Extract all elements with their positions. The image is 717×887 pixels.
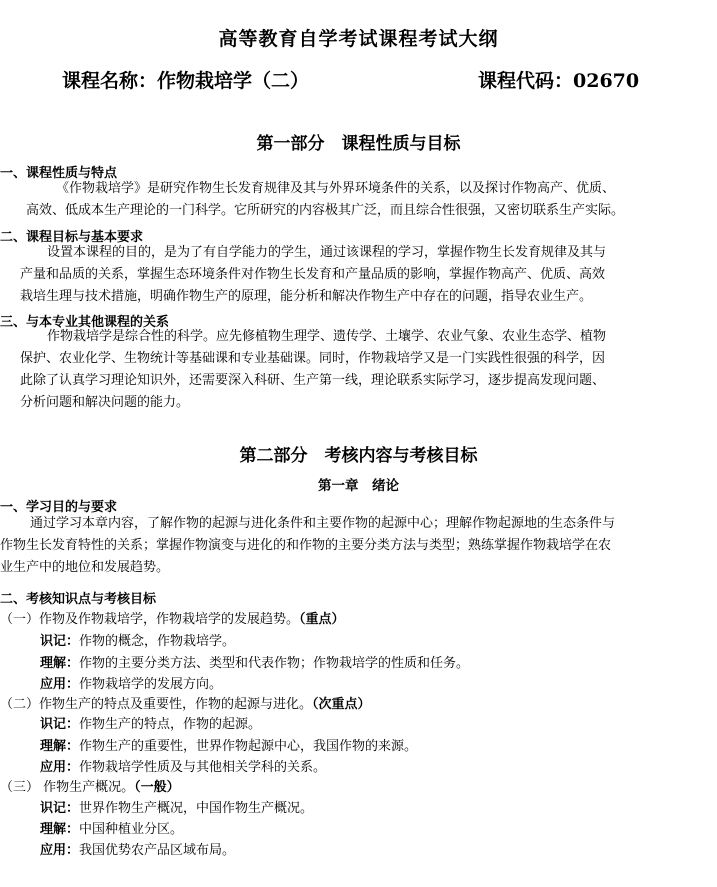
- req-value: 作物栽培学性质及与其他相关学科的关系。: [79, 760, 327, 775]
- knowledge-unit-1: [0, 608, 345, 627]
- document-title: 高等教育自学考试课程考试大纲: [218, 28, 499, 50]
- req-key: 理解：: [40, 739, 80, 754]
- req-key: 识记：: [40, 634, 80, 649]
- paragraph-line: 作物生长发育特性的关系；掌握作物演变与进化的和作物的主要分类方法与类型；熟练掌握作物栽培学在农: [0, 538, 612, 553]
- unit-number: （二）: [0, 697, 40, 712]
- paragraph-line: 栽培生理与技术措施，明确作物生产的原理，能分析和解决作物生产中存在的问题，指导农业生产。: [20, 289, 593, 304]
- part1-section2-body: [0, 242, 606, 308]
- req-key: 应用：: [40, 677, 80, 692]
- requirement-recall: [40, 630, 235, 649]
- part1-section2-heading: 二、课程目标与基本要求: [0, 230, 144, 245]
- knowledge-unit-3: [0, 776, 180, 795]
- part2-heading: 第二部分 考核内容与考核目标: [239, 446, 478, 466]
- chapter-heading: 第一章 绪论: [318, 478, 399, 494]
- req-value: 我国优势农产品区域布局。: [79, 843, 236, 858]
- part2-section1-heading: 一、学习目的与要求: [0, 500, 118, 515]
- requirement-apply: [40, 673, 222, 692]
- req-value: 作物栽培学的发展方向。: [79, 677, 223, 692]
- requirement-understand: [40, 735, 417, 754]
- paragraph-line: 业生产中的地位和发展趋势。: [0, 560, 170, 575]
- part2-section2-heading: 二、考核知识点与考核目标: [0, 592, 157, 607]
- paragraph-line: 通过学习本章内容，了解作物的起源与进化条件和主要作物的起源中心；理解作物起源地的生态条件与: [30, 516, 616, 531]
- part1-heading: 第一部分 课程性质与目标: [256, 134, 461, 154]
- paragraph-line: 分析问题和解决问题的能力。: [20, 395, 190, 410]
- req-key: 识记：: [40, 717, 80, 732]
- requirement-understand: [40, 652, 469, 671]
- unit-text: 作物及作物栽培学，作物栽培学的发展趋势。: [39, 612, 300, 627]
- req-key: 应用：: [40, 760, 80, 775]
- part1-section1-heading: 一、课程性质与特点: [0, 166, 118, 181]
- req-value: 世界作物生产概况，中国作物生产概况。: [79, 801, 314, 816]
- req-key: 识记：: [40, 801, 80, 816]
- part1-section3-body: [0, 326, 606, 414]
- unit-number: （三）: [0, 780, 40, 795]
- paragraph-line: 作物栽培学是综合性的科学。应先修植物生理学、遗传学、土壤学、农业气象、农业生态学、植物: [47, 329, 607, 344]
- part1-section3-heading: 三、与本专业其他课程的关系: [0, 315, 170, 330]
- requirement-understand: [40, 818, 183, 837]
- paragraph-line: 高效、低成本生产理论的一门科学。它所研究的内容极其广泛，而且综合性很强，又密切联系生产实际。: [26, 203, 625, 218]
- req-value: 作物生产的重要性，世界作物起源中心，我国作物的来源。: [79, 739, 418, 754]
- unit-level: （重点）: [299, 612, 345, 627]
- requirement-apply: [40, 839, 235, 858]
- requirement-recall: [40, 797, 313, 816]
- unit-text: 作物生产的特点及重要性，作物的起源与进化。: [39, 697, 313, 712]
- req-value: 作物的概念，作物栽培学。: [79, 634, 236, 649]
- paragraph-line: 设置本课程的目的，是为了有自学能力的学生，通过该课程的学习，掌握作物生长发育规律及其与: [47, 245, 607, 260]
- paragraph-line: 产量和品质的关系，掌握生态环境条件对作物生长发育和产量品质的影响，掌握作物高产、优质、高效: [20, 267, 606, 282]
- unit-number: （一）: [0, 612, 40, 627]
- requirement-apply: [40, 756, 326, 775]
- req-key: 理解：: [40, 822, 80, 837]
- req-value: 中国种植业分区。: [79, 822, 184, 837]
- course-code: 课程代码：02670: [478, 70, 640, 92]
- unit-level: （次重点）: [312, 697, 371, 712]
- req-key: 应用：: [40, 843, 80, 858]
- req-value: 作物生产的特点，作物的起源。: [79, 717, 262, 732]
- requirement-recall: [40, 713, 261, 732]
- req-value: 作物的主要分类方法、类型和代表作物；作物栽培学的性质和任务。: [79, 656, 470, 671]
- req-key: 理解：: [40, 656, 80, 671]
- part1-section1-body: [0, 178, 624, 222]
- knowledge-unit-2: [0, 693, 371, 712]
- course-name: 课程名称：作物栽培学（二）: [62, 70, 310, 92]
- paragraph-line: 保护、农业化学、生物统计等基础课和专业基础课。同时，作物栽培学又是一门实践性很强的科学，因: [20, 351, 606, 366]
- part2-section1-body: [0, 513, 615, 579]
- unit-level: （一般）: [134, 780, 180, 795]
- paragraph-line: 《作物栽培学》是研究作物生长发育规律及其与外界环境条件的关系，以及探讨作物高产、优质、: [56, 181, 616, 196]
- paragraph-line: 此除了认真学习理论知识外，还需要深入科研、生产第一线，理论联系实际学习，逐步提高发现问题、: [20, 373, 606, 388]
- unit-text: 作物生产概况。: [39, 780, 135, 795]
